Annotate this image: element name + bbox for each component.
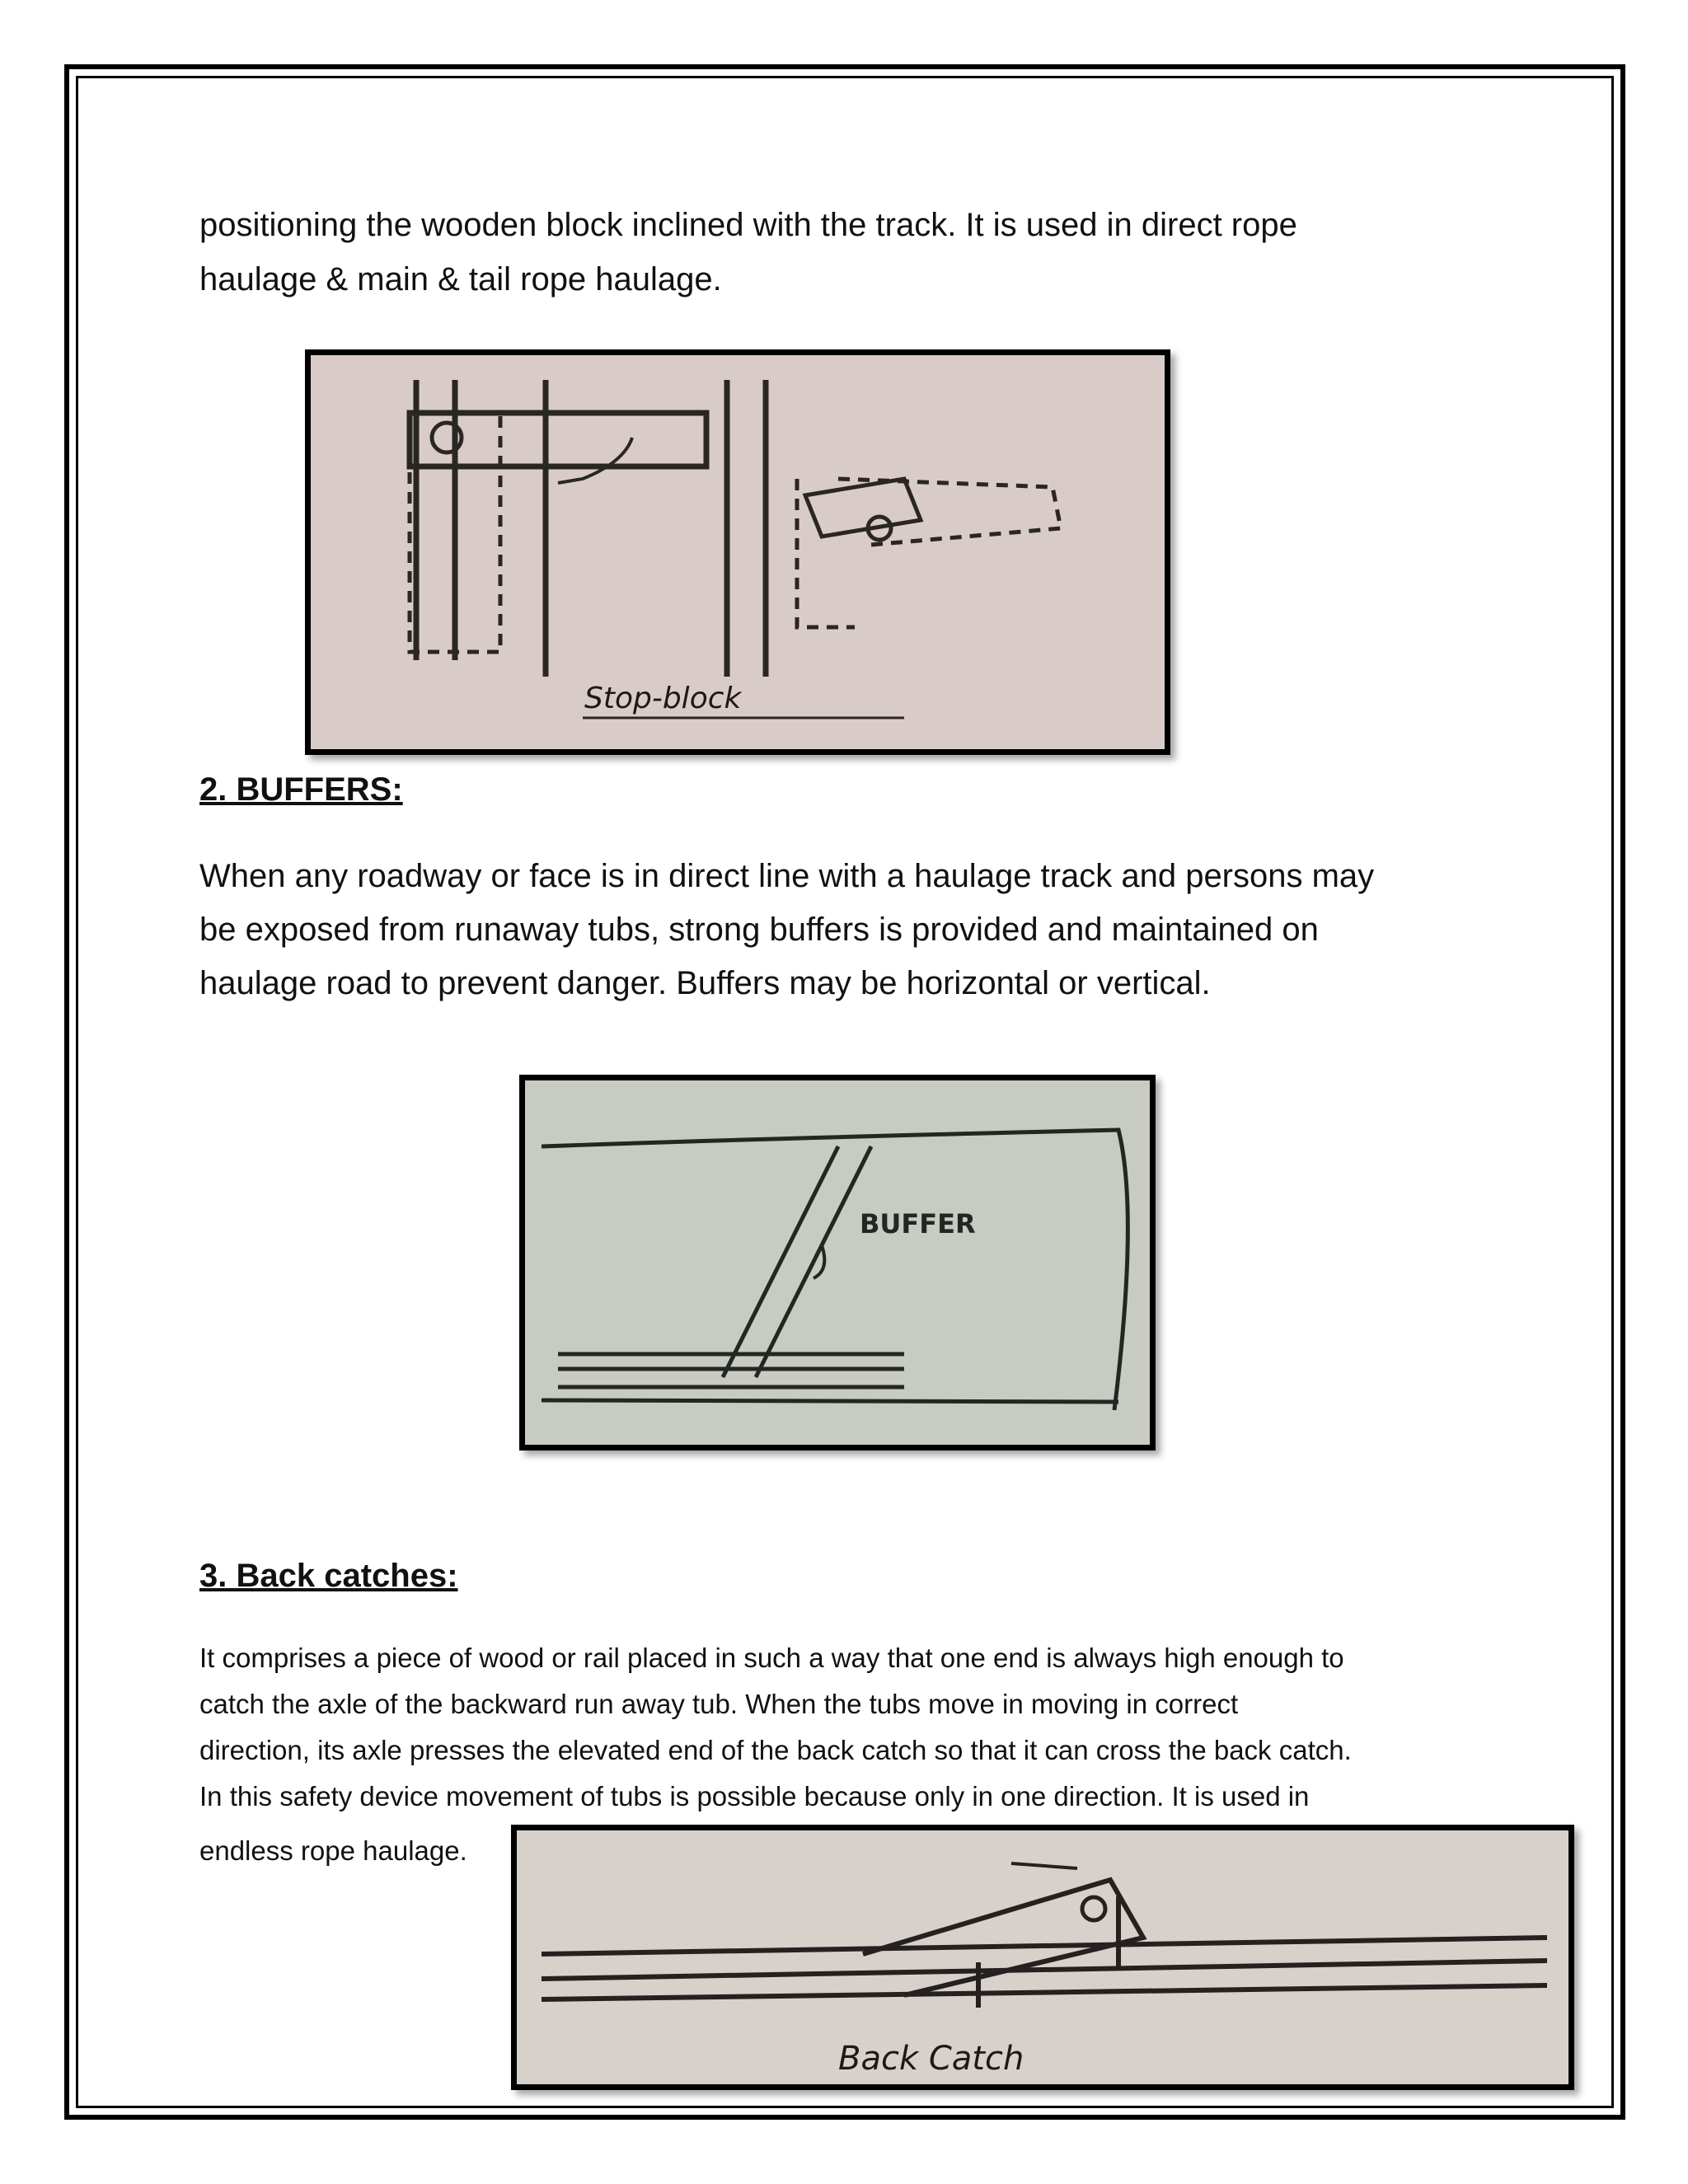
figure-caption: Back Catch: [838, 2040, 1025, 2078]
paragraph-line: It comprises a piece of wood or rail placed in such a way that one end is always high enough to: [199, 1643, 1344, 1673]
paragraph-line: direction, its axle presses the elevated end of the back catch so that it can cross the back catch.: [199, 1735, 1352, 1765]
back-catch-illustration: [517, 1830, 1568, 2084]
paragraph-line: In this safety device movement of tubs is possible because only in one direction. It is used in: [199, 1781, 1310, 1811]
buffer-illustration: [525, 1080, 1150, 1445]
paragraph-line: endless rope haulage.: [199, 1835, 467, 1866]
buffer-figure: [519, 1075, 1156, 1451]
figure-caption: Stop-block: [584, 682, 742, 715]
paragraph-line: be exposed from runaway tubs, strong buffers is provided and maintained on: [199, 912, 1319, 948]
section-heading: 2. BUFFERS:: [199, 771, 403, 808]
stop-block-figure: [305, 349, 1170, 755]
back-catch-figure: [511, 1825, 1574, 2090]
paragraph-line: catch the axle of the backward run away tub. When the tubs move in moving in correct: [199, 1689, 1239, 1719]
figure-label: BUFFER: [860, 1208, 976, 1240]
stop-block-illustration: [311, 355, 1165, 749]
paragraph-line: positioning the wooden block inclined with the track. It is used in direct rope: [199, 207, 1297, 243]
paragraph-line: haulage road to prevent danger. Buffers may be horizontal or vertical.: [199, 965, 1211, 1001]
paragraph-line: When any roadway or face is in direct line with a haulage track and persons may: [199, 858, 1375, 894]
section-heading: 3. Back catches:: [199, 1558, 458, 1594]
paragraph-line: haulage & main & tail rope haulage.: [199, 261, 722, 298]
